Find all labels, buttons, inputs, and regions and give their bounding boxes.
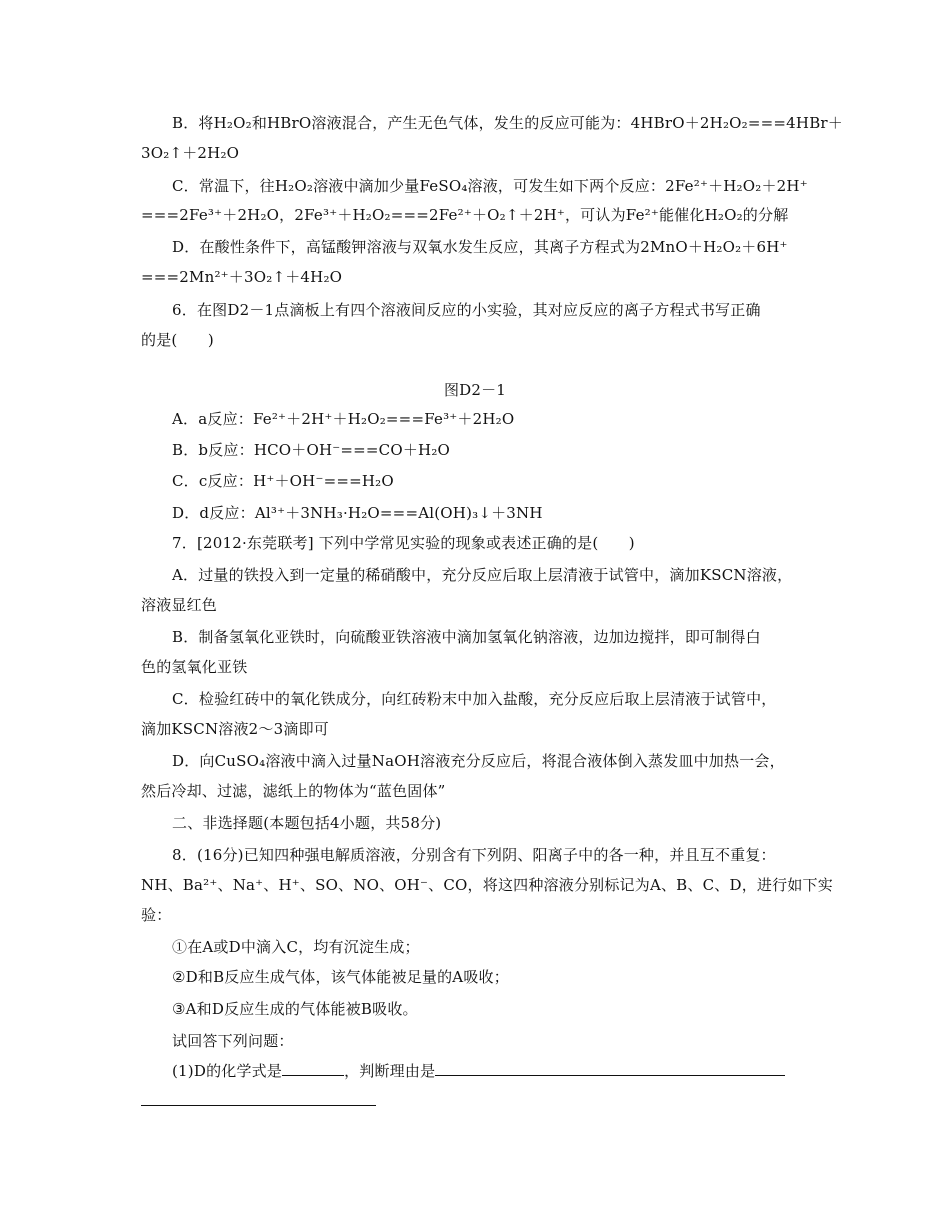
q5-option-d-line2: ===2Mn²⁺＋3O₂↑＋4H₂O <box>141 268 343 286</box>
q8-stem-line3: 验： <box>141 906 172 924</box>
answer-blank-formula[interactable] <box>282 1061 344 1076</box>
q5-option-b-line1: B．将H₂O₂和HBrO溶液混合，产生无色气体，发生的反应可能为：4HBrO＋2H₂O₂===4HBr＋ <box>172 114 843 132</box>
q5-option-c-line1: C．常温下，往H₂O₂溶液中滴加少量FeSO₄溶液，可发生如下两个反应：2Fe²⁺＋H₂O₂＋2H⁺ <box>172 177 808 195</box>
q8-step-1: ①在A或D中滴入C，均有沉淀生成； <box>172 938 420 956</box>
q5-option-d-line1: D．在酸性条件下，高锰酸钾溶液与双氧水发生反应，其离子方程式为2MnO＋H₂O₂＋6H⁺ <box>172 238 788 256</box>
q6-stem-line1: 6．在图D2－1点滴板上有四个溶液间反应的小实验，其对应反应的离子方程式书写正确 <box>172 301 761 319</box>
q6-stem-line2: 的是( ) <box>141 331 214 349</box>
q5-option-c-line2: ===2Fe³⁺＋2H₂O，2Fe³⁺＋H₂O₂===2Fe²⁺＋O₂↑＋2H⁺，可认为Fe²⁺能催化H₂O₂的分解 <box>141 206 789 224</box>
q6-option-d: D．d反应：Al³⁺＋3NH₃·H₂O===Al(OH)₃↓＋3NH <box>172 504 543 522</box>
answer-blank-reason[interactable] <box>435 1061 785 1076</box>
q8-sub1-reason-label: ，判断理由是 <box>344 1062 436 1080</box>
q6-option-c: C．c反应：H⁺＋OH⁻===H₂O <box>172 472 394 490</box>
q8-sub1-label: (1)D的化学式是 <box>172 1062 283 1080</box>
q8-step-2: ②D和B反应生成气体，该气体能被足量的A吸收； <box>172 968 509 986</box>
q7-option-c-line1: C．检验红砖中的氧化铁成分，向红砖粉末中加入盐酸，充分反应后取上层清液于试管中， <box>172 690 777 708</box>
q7-option-b-line1: B．制备氢氧化亚铁时，向硫酸亚铁溶液中滴加氢氧化钠溶液，边加边搅拌，即可制得白 <box>172 628 761 646</box>
q7-option-d-line2: 然后冷却、过滤，滤纸上的物体为“蓝色固体” <box>141 782 446 800</box>
q7-option-a-line2: 溶液显红色 <box>141 596 218 614</box>
q7-option-d-line1: D．向CuSO₄溶液中滴入过量NaOH溶液充分反应后，将混合液体倒入蒸发皿中加热一会， <box>172 752 785 770</box>
q7-option-b-line2: 色的氢氧化亚铁 <box>141 658 248 676</box>
q7-option-c-line2: 滴加KSCN溶液2～3滴即可 <box>141 720 329 738</box>
q8-step-3: ③A和D反应生成的气体能被B吸收。 <box>172 1000 418 1018</box>
q7-stem: 7．[2012·东莞联考] 下列中学常见实验的现象或表述正确的是( ) <box>172 534 635 552</box>
q7-option-a-line1: A．过量的铁投入到一定量的稀硝酸中，充分反应后取上层清液于试管中，滴加KSCN溶液， <box>172 566 793 584</box>
q8-sub1 <box>172 1061 785 1081</box>
q6-option-a: A．a反应：Fe²⁺＋2H⁺＋H₂O₂===Fe³⁺＋2H₂O <box>172 410 515 428</box>
q6-option-b: B．b反应：HCO＋OH⁻===CO＋H₂O <box>172 441 451 459</box>
q8-prompt: 试回答下列问题： <box>172 1032 294 1050</box>
q8-stem-line1: 8．(16分)已知四种强电解质溶液，分别含有下列阴、阳离子中的各一种，并且互不重复： <box>172 846 776 864</box>
answer-blank-reason-continued[interactable] <box>141 1105 376 1106</box>
q5-option-b-line2: 3O₂↑＋2H₂O <box>141 144 240 162</box>
figure-caption: 图D2－1 <box>443 381 507 399</box>
q8-stem-line2: NH、Ba²⁺、Na⁺、H⁺、SO、NO、OH⁻、CO，将这四种溶液分别标记为A、B、C、D，进行如下实 <box>141 876 833 894</box>
section-heading: 二、非选择题(本题包括4小题，共58分) <box>172 814 442 832</box>
